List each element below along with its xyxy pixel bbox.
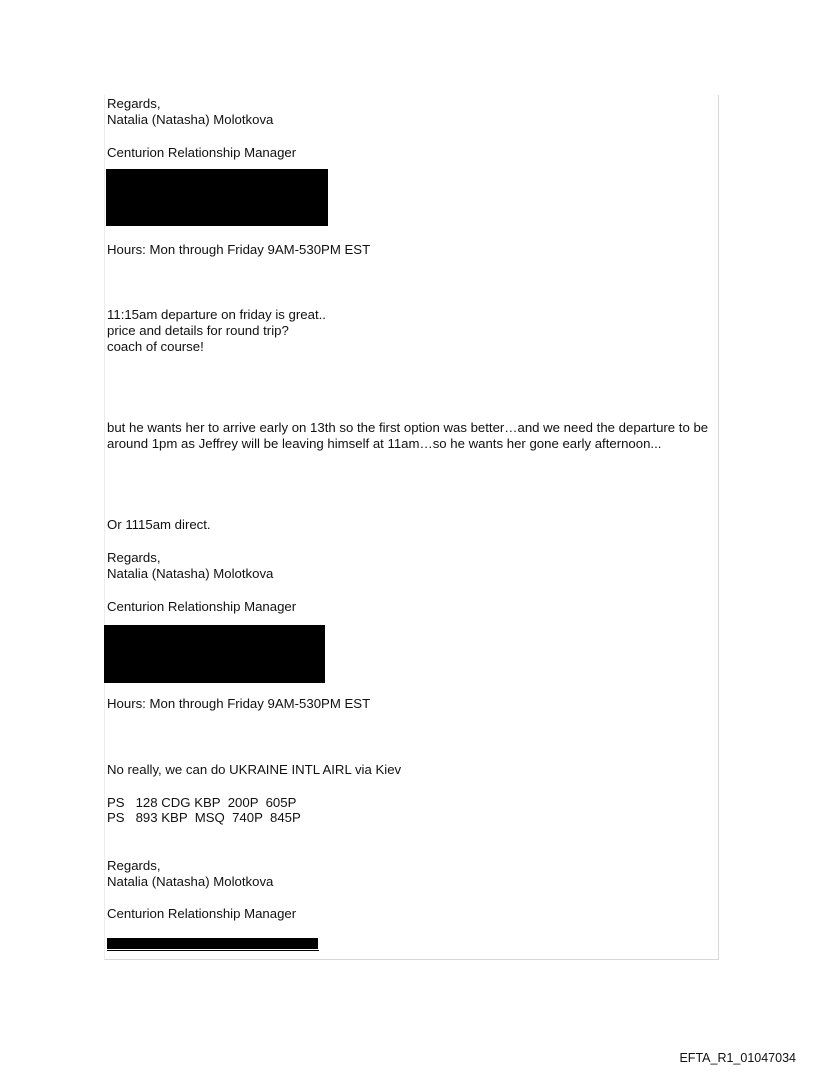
message-line: Or 1115am direct. <box>107 517 211 532</box>
message-line: price and details for round trip? <box>107 323 289 338</box>
flight-line: PS 128 CDG KBP 200P 605P <box>107 795 297 810</box>
redaction-box <box>106 169 328 226</box>
sender-title: Centurion Relationship Manager <box>107 906 297 921</box>
regards-text: Regards, <box>107 96 161 111</box>
sender-name: Natalia (Natasha) Molotkova <box>107 874 274 889</box>
sender-title: Centurion Relationship Manager <box>107 145 297 160</box>
regards-text: Regards, <box>107 858 161 873</box>
flight-line: PS 893 KBP MSQ 740P 845P <box>107 810 301 825</box>
redaction-box <box>104 625 325 683</box>
message-paragraph: but he wants her to arrive early on 13th so the first option was better…and we need the departure to be around 1pm as Jeffrey will be leaving himself at 11am…so he wants her gone early afternoon... <box>107 420 709 451</box>
hours-text: Hours: Mon through Friday 9AM-530PM EST <box>107 242 371 257</box>
sender-name: Natalia (Natasha) Molotkova <box>107 566 274 581</box>
underline <box>107 950 319 951</box>
message-line: No really, we can do UKRAINE INTL AIRL via Kiev <box>107 762 402 777</box>
redaction-box <box>107 938 318 949</box>
regards-text: Regards, <box>107 550 161 565</box>
document-id: EFTA_R1_01047034 <box>679 1051 796 1065</box>
message-line: coach of course! <box>107 339 204 354</box>
sender-name: Natalia (Natasha) Molotkova <box>107 112 274 127</box>
sender-title: Centurion Relationship Manager <box>107 599 297 614</box>
message-line: 11:15am departure on friday is great.. <box>107 307 326 322</box>
hours-text: Hours: Mon through Friday 9AM-530PM EST <box>107 696 371 711</box>
